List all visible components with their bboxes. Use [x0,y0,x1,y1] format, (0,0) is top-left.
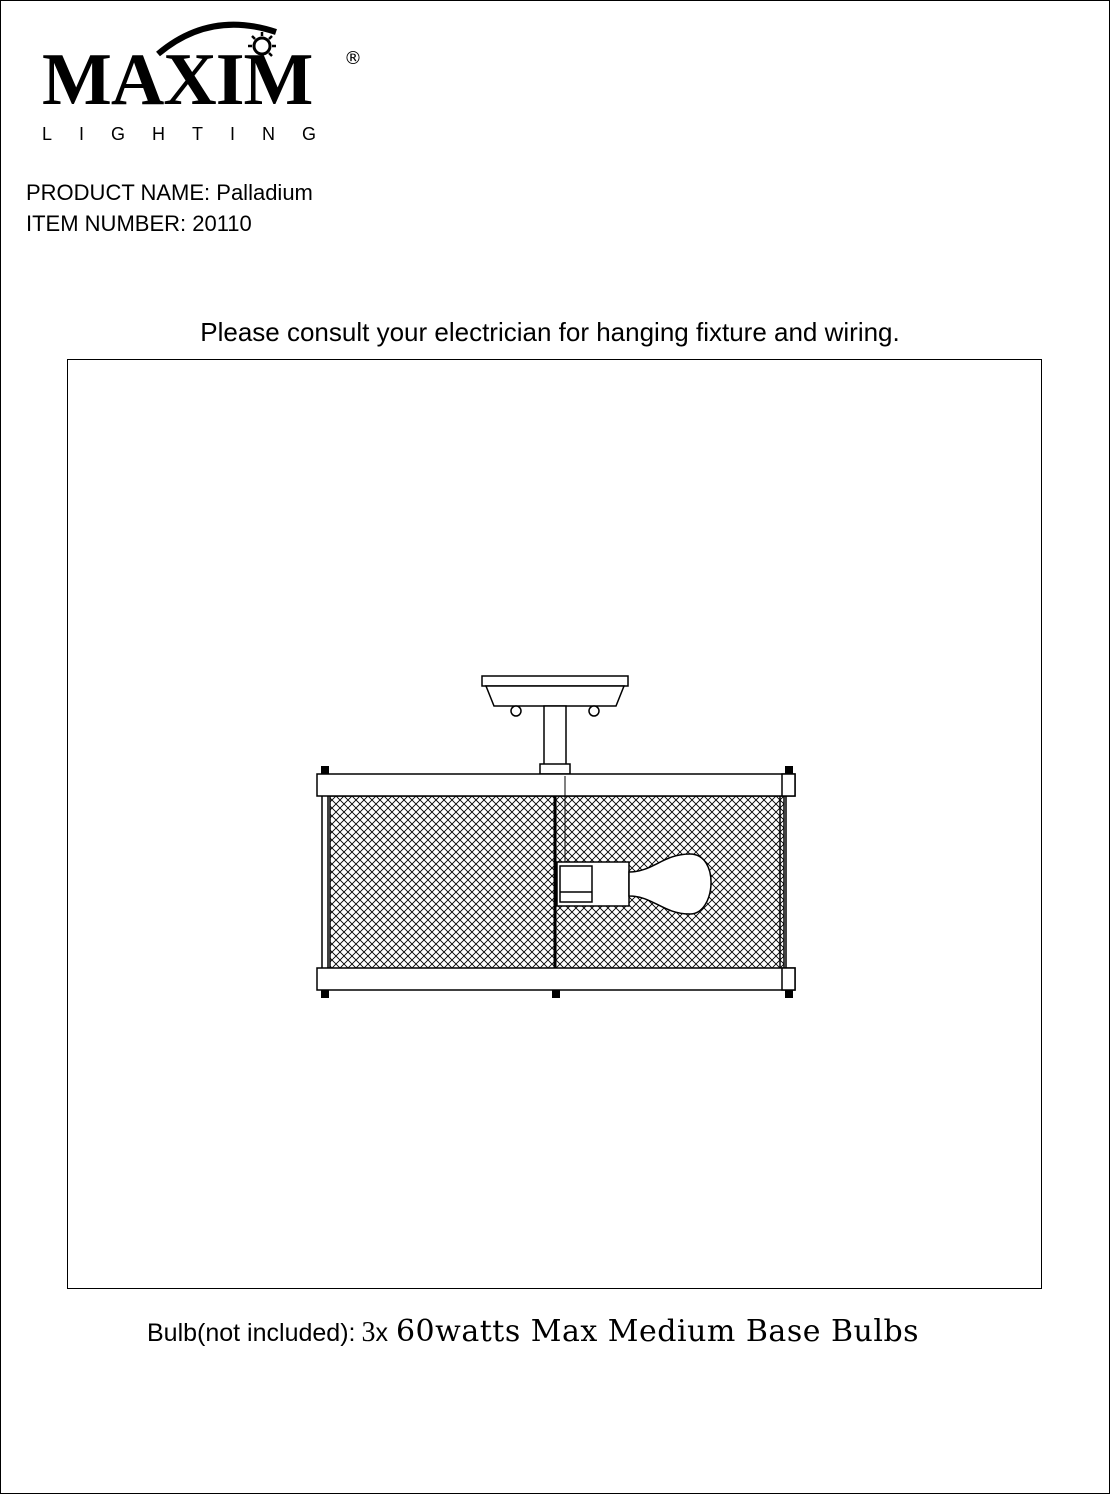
mesh-shade-icon [317,766,795,998]
logo-wordmark: MAXIM [42,39,313,121]
bulb-label: Bulb(not included): [147,1319,356,1347]
product-name: PRODUCT NAME: Palladium [26,180,313,205]
bulb-spec: 60watts Max Medium Base Bulbs [395,1314,920,1349]
logo-subtitle: LIGHTING [42,124,344,144]
item-number: ITEM NUMBER: 20110 [26,211,252,236]
instruction-text: Please consult your electrician for hanging fixture and wiring. [200,317,900,347]
ceiling-canopy-icon [482,676,628,774]
bulb-times: x [375,1319,388,1347]
drawing-frame [67,359,1042,1289]
bulb-count: 3 [361,1317,376,1348]
bulb-info [147,1312,919,1357]
brand-logo [40,12,370,147]
registered-mark: ® [344,48,362,69]
fixture-drawing [68,360,1041,1288]
